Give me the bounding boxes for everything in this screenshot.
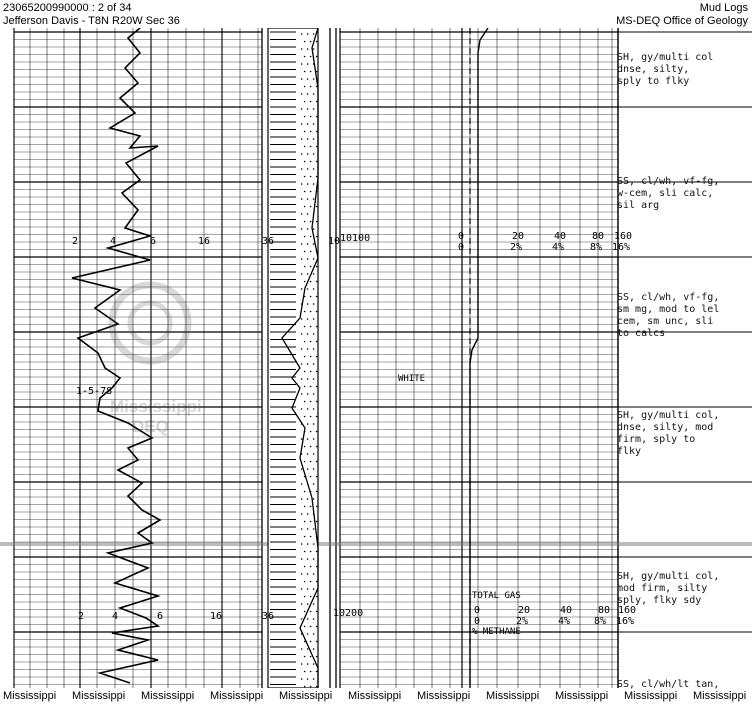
description-5: SH, gy/multi col, mod firm, silty sply, flky sdy bbox=[617, 571, 720, 606]
drill-rate-curve bbox=[72, 28, 160, 683]
gas-scale-lower-tick-2: 4% bbox=[558, 616, 571, 627]
gas-scale-upper-tick-3: 8% bbox=[590, 242, 603, 253]
description-1: SH, gy/multi col dnse, silty, sply to flky bbox=[617, 52, 714, 87]
document-id: 23065200990000 : 2 of 34 bbox=[3, 2, 132, 14]
mississippi-deq-watermark bbox=[110, 285, 202, 436]
footer-label: Mississippi bbox=[279, 690, 333, 702]
gas-scale-upper-tick-2: 4% bbox=[552, 242, 565, 253]
drill-scale-lower-tick-0: 2 bbox=[78, 611, 85, 622]
footer-label: Mississippi bbox=[486, 690, 540, 702]
drill-scale-upper-tick-2: 6 bbox=[150, 236, 157, 247]
footer-label: Mississippi bbox=[72, 690, 126, 702]
drill-rate-scale-lower bbox=[78, 611, 274, 622]
office-name: MS-DEQ Office of Geology bbox=[616, 15, 748, 27]
footer-label: Mississippi bbox=[624, 690, 678, 702]
gas-scale-upper-tick-0: 0 bbox=[458, 242, 465, 253]
gas-scale-lower-tick-0: 0 bbox=[474, 605, 481, 616]
drill-scale-lower-tick-2: 6 bbox=[157, 611, 164, 622]
footer-label: Mississippi bbox=[210, 690, 264, 702]
lithology-column bbox=[268, 28, 318, 688]
gas-scale-lower-tick-1: 2% bbox=[516, 616, 529, 627]
description-3: SS, cl/wh, vf-fg, sm mg, mod to lel cem, sm unc, sli to calcs bbox=[617, 292, 720, 339]
drill-scale-upper-tick-5: 10 bbox=[328, 236, 341, 247]
gas-scale-lower-tick-4: 16% bbox=[616, 616, 635, 627]
drill-scale-upper-tick-0: 2 bbox=[72, 236, 79, 247]
drill-scale-lower-tick-3: 16 bbox=[210, 611, 223, 622]
gas-scale-upper-tick-4: 16% bbox=[612, 242, 631, 253]
drill-scale-lower-tick-4: 36 bbox=[262, 611, 275, 622]
interval-note: 1-5-78 bbox=[76, 386, 113, 397]
gas-scale-upper-tick-2: 40 bbox=[554, 231, 567, 242]
gas-scale-lower-tick-0: 0 bbox=[474, 616, 481, 627]
footer-label: Mississippi bbox=[417, 690, 471, 702]
gas-scale-upper-tick-1: 2% bbox=[510, 242, 523, 253]
gas-scale-lower-tick-3: 80 bbox=[598, 605, 611, 616]
gas-scale-lower-tick-1: 20 bbox=[518, 605, 531, 616]
gas-scale-lower-tick-4: 160 bbox=[618, 605, 637, 616]
total-gas-label: TOTAL GAS bbox=[472, 591, 521, 601]
description-6: SS, cl/wh/lt tan, bbox=[617, 679, 720, 690]
footer-label: Mississippi bbox=[555, 690, 609, 702]
description-2: SS, cl/wh, vf-fg, w-cem, sli calc, sil arg bbox=[617, 176, 720, 211]
drill-scale-upper-tick-1: 4 bbox=[110, 236, 117, 247]
color-note: WHITE bbox=[398, 374, 426, 384]
footer-label: Mississippi bbox=[348, 690, 402, 702]
depth-label-lower: 10200 bbox=[333, 608, 364, 619]
well-location: Jefferson Davis - T8N R20W Sec 36 bbox=[3, 15, 180, 27]
drill-scale-lower-tick-1: 4 bbox=[112, 611, 119, 622]
svg-text:DEQ: DEQ bbox=[132, 417, 169, 436]
footer-watermark-strip bbox=[0, 689, 752, 705]
gas-scale-lower-tick-3: 8% bbox=[594, 616, 607, 627]
gas-scale-upper-tick-4: 160 bbox=[614, 231, 633, 242]
depth-label-upper: 10100 bbox=[340, 233, 371, 244]
description-4: SH, gy/multi col, dnse, silty, mod firm, sply to flky bbox=[617, 410, 720, 457]
drill-scale-upper-tick-3: 16 bbox=[198, 236, 211, 247]
gas-scale-upper-tick-1: 20 bbox=[512, 231, 525, 242]
footer-label: Mississippi bbox=[3, 690, 57, 702]
drill-scale-upper-tick-4: 36 bbox=[262, 236, 275, 247]
gas-scale-lower-tick-2: 40 bbox=[560, 605, 573, 616]
svg-text:Mississippi: Mississippi bbox=[110, 397, 202, 416]
methane-label: % METHANE bbox=[472, 627, 521, 637]
methane-trace bbox=[470, 28, 488, 688]
gas-scale-upper-tick-3: 80 bbox=[592, 231, 605, 242]
gas-scale-upper-tick-0: 0 bbox=[458, 231, 465, 242]
document-type: Mud Logs bbox=[699, 2, 748, 14]
footer-label: Mississippi bbox=[141, 690, 195, 702]
footer-label: Mississippi bbox=[693, 690, 747, 702]
